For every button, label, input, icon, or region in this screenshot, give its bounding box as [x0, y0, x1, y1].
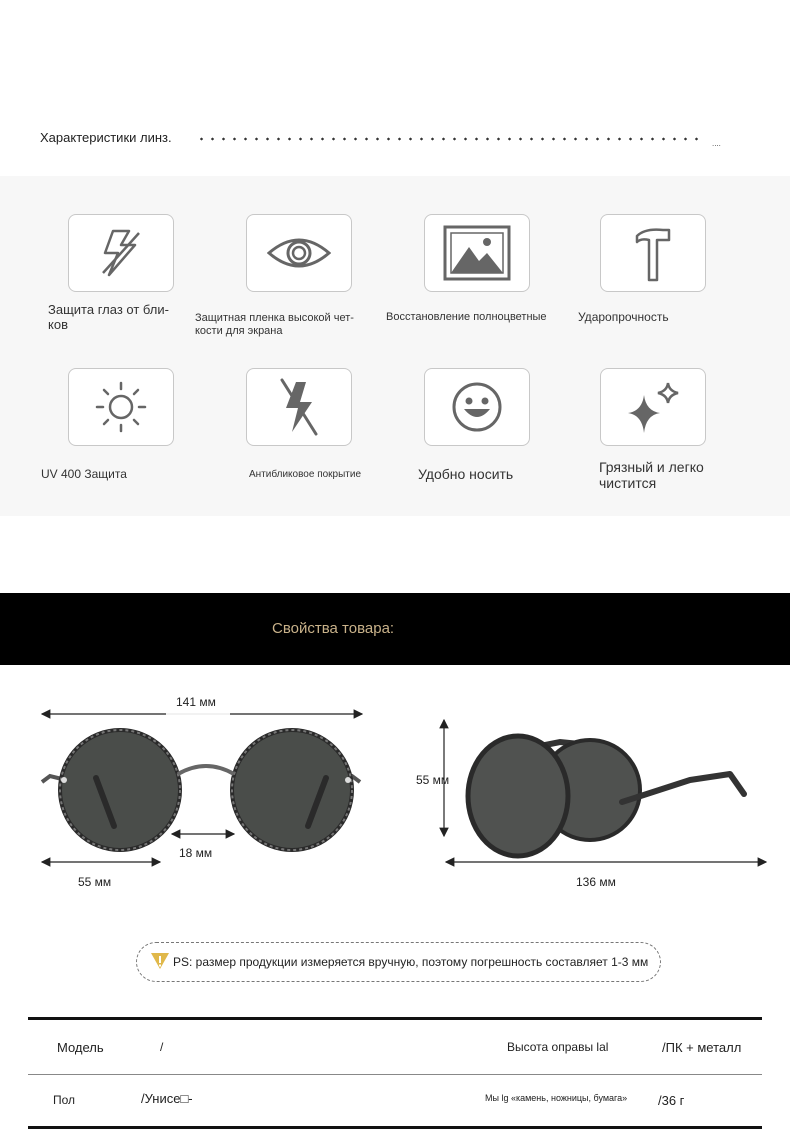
feature-label-clean: Грязный и легко чистится: [599, 459, 704, 492]
smile-icon: [424, 368, 530, 446]
feature-label-impact: Ударопрочность: [578, 310, 669, 324]
feature-label-film: Защитная пленка высокой чет- кости для экрана: [195, 312, 354, 337]
hammer-icon: [600, 214, 706, 292]
properties-title: Свойства товара:: [272, 620, 395, 637]
model-label: Модель: [57, 1040, 104, 1055]
sun-icon: [68, 368, 174, 446]
measurement-note: PS: размер продукции измеряется вручную, поэтому погрешность составляет 1-3 мм: [173, 955, 649, 969]
lens-heading: Характеристики линз.: [40, 130, 172, 145]
sparkle-icon: [600, 368, 706, 446]
feature-label-antiglare: Антибликовое покрытие: [249, 469, 362, 480]
feature-label-color: Восстановление полноцветные: [386, 311, 547, 323]
feature-label-comfort: Удобно носить: [418, 466, 514, 482]
frame-height-label: Высота оправы lal: [507, 1040, 609, 1054]
feature-label-uv: UV 400 Защита: [41, 467, 127, 481]
picture-icon: [424, 214, 530, 292]
dotted-leader-trail: ....: [712, 139, 721, 148]
table-bottom-rule: [28, 1126, 762, 1129]
eye-icon: [246, 214, 352, 292]
gender-value: /Унисе□-: [141, 1091, 193, 1106]
lens-height-label: 55 мм: [416, 773, 450, 787]
no-glare-icon: [246, 368, 352, 446]
bridge-label: 18 мм: [179, 846, 213, 860]
gender-label: Пол: [53, 1093, 76, 1107]
front-width-label: 141 мм: [176, 695, 216, 709]
lightning-icon: [68, 214, 174, 292]
weight-value: /36 г: [658, 1093, 685, 1108]
frame-height-value: /ПК + металл: [662, 1040, 742, 1055]
side-view-diagram: [410, 710, 775, 870]
warning-icon: [150, 951, 170, 971]
table-middle-rule: [28, 1074, 762, 1075]
dotted-leader: [196, 136, 706, 142]
weight-label: Мы lg «камень, ножницы, бумага»: [485, 1093, 628, 1103]
lens-width-label: 55 мм: [78, 875, 112, 889]
feature-label-glare: Защита глаз от бли- ков: [48, 302, 169, 332]
model-value: /: [160, 1040, 164, 1054]
temple-length-label: 136 мм: [576, 875, 616, 889]
properties-band: [0, 593, 790, 665]
table-top-rule: [28, 1017, 762, 1020]
